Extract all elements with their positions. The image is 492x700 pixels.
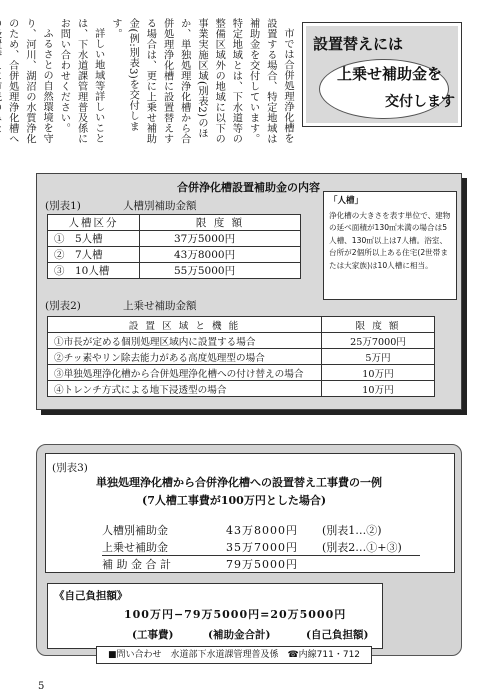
example-box xyxy=(45,453,455,573)
table-cell: 10万円 xyxy=(322,365,435,381)
table-cell: 5万円 xyxy=(322,349,435,365)
table-cell: 25万7000円 xyxy=(322,333,435,349)
subsidy-content-panel xyxy=(36,173,462,410)
table-header-row xyxy=(48,317,435,333)
table-cell: ①市長が定める個別処理区域内に設置する場合 xyxy=(48,333,322,349)
example-subtitle: (7人槽工事費が100万円とした場合) xyxy=(142,494,327,507)
total-amount: 79万5000円 xyxy=(226,558,298,571)
intro-paragraph: 市では合併処理浄化槽を設置する場合、特定地域は補助金を交付しています。特定地域とは、下水道等の整備区域外の地域に以下の事業実施区域(別表2)のほか、単独処理浄化槽から合併処理浄化槽に設置替えする場合は、更に上乗せ補助金(例:別表3)を交付します。 xyxy=(109,18,293,144)
table-row xyxy=(48,231,301,247)
table-cell: 37万5000円 xyxy=(140,231,301,247)
intro-paragraph: 詳しい地域等詳しいことは、下水道課管理普及係にお問い合わせください。 xyxy=(58,18,104,144)
table2-title: 上乗せ補助金額 xyxy=(123,300,197,312)
row-label: 人槽別補助金 xyxy=(102,524,168,537)
table-cell: 43万8000円 xyxy=(140,247,301,263)
example-title: 単独処理浄化槽から合併浄化槽への設置替え工事費の一例 xyxy=(96,476,382,489)
heading-line-1: 設置替えには xyxy=(313,35,404,53)
self-burden-box xyxy=(47,583,383,649)
burden-formula: 100万円−79万5000円=20万5000円 xyxy=(124,608,347,621)
table-header-cell: 人槽区分 xyxy=(48,215,140,231)
table-header-cell: 限 度 額 xyxy=(322,317,435,333)
burden-label-subsidy: (補助金合計) xyxy=(208,629,271,641)
table1 xyxy=(47,214,301,279)
table-cell: ③単独処理浄化槽から合併処理浄化槽への付け替えの場合 xyxy=(48,365,322,381)
heading-line-2: 上乗せ補助金を xyxy=(337,65,443,83)
note-title: 「人槽」 xyxy=(329,196,364,206)
row-amount: 43万8000円 xyxy=(226,524,298,537)
replacement-example-panel xyxy=(36,444,462,656)
table-cell: ②チッ素やリン除去能力がある高度処理型の場合 xyxy=(48,349,322,365)
table-cell: ① 5人槽 xyxy=(48,231,140,247)
table-row xyxy=(48,349,435,365)
row-label: 上乗せ補助金 xyxy=(102,539,420,556)
table3-label: (別表3) xyxy=(52,462,88,474)
panel-title: 合併浄化槽設置補助金の内容 xyxy=(177,181,320,194)
intro-paragraph: ふるさとの自然環境を守り、河川、湖沼の水質浄化のため、合併処理浄化槽へ xyxy=(6,18,53,144)
table-header-cell: 限 度 額 xyxy=(140,215,301,231)
table-cell: ③ 10人槽 xyxy=(48,263,140,279)
table-header-cell: 設 置 区 域 と 機 能 xyxy=(48,317,322,333)
table-row xyxy=(48,263,301,279)
row-ref: (別表1…②) xyxy=(322,524,382,537)
note-text: 浄化槽の大きさを表す単位で、建物の延べ面積が130㎡未満の場合は5人槽、130㎡以上は7人槽。浴室、台所が2個所以上ある住宅(2世帯または大家族)は10人槽に相当。 xyxy=(329,210,451,270)
burden-label-self: (自己負担額) xyxy=(306,629,369,641)
table-row xyxy=(48,365,435,381)
row-ref: (別表2…①+③) xyxy=(322,541,402,554)
table-row xyxy=(48,247,301,263)
intro-text xyxy=(6,18,296,148)
ninsou-note-box xyxy=(323,191,457,300)
burden-title: 《自己負担額》 xyxy=(54,590,128,602)
table2-label: (別表2) xyxy=(45,300,81,312)
row-amount: 35万7000円 xyxy=(226,541,298,554)
table-row xyxy=(48,333,435,349)
table1-label: (別表1) xyxy=(45,200,81,212)
contact-info: ■問い合わせ 水道部下水道課管理普及係 ☎内線711・712 xyxy=(96,646,372,664)
table-cell: 55万5000円 xyxy=(140,263,301,279)
burden-label-cost: (工事費) xyxy=(132,629,174,641)
table-cell: ④トレンチ方式による地下浸透型の場合 xyxy=(48,381,322,397)
heading-line-3: 交付します xyxy=(385,94,455,110)
page-number: 5 xyxy=(38,681,45,692)
table2 xyxy=(47,316,435,397)
table-row xyxy=(48,381,435,397)
table-header-row xyxy=(48,215,301,231)
total-label: 補 助 金 合 計 xyxy=(102,558,171,571)
heading-box xyxy=(302,22,462,127)
table1-title: 人槽別補助金額 xyxy=(123,200,197,212)
table-cell: 10万円 xyxy=(322,381,435,397)
table-cell: ② 7人槽 xyxy=(48,247,140,263)
